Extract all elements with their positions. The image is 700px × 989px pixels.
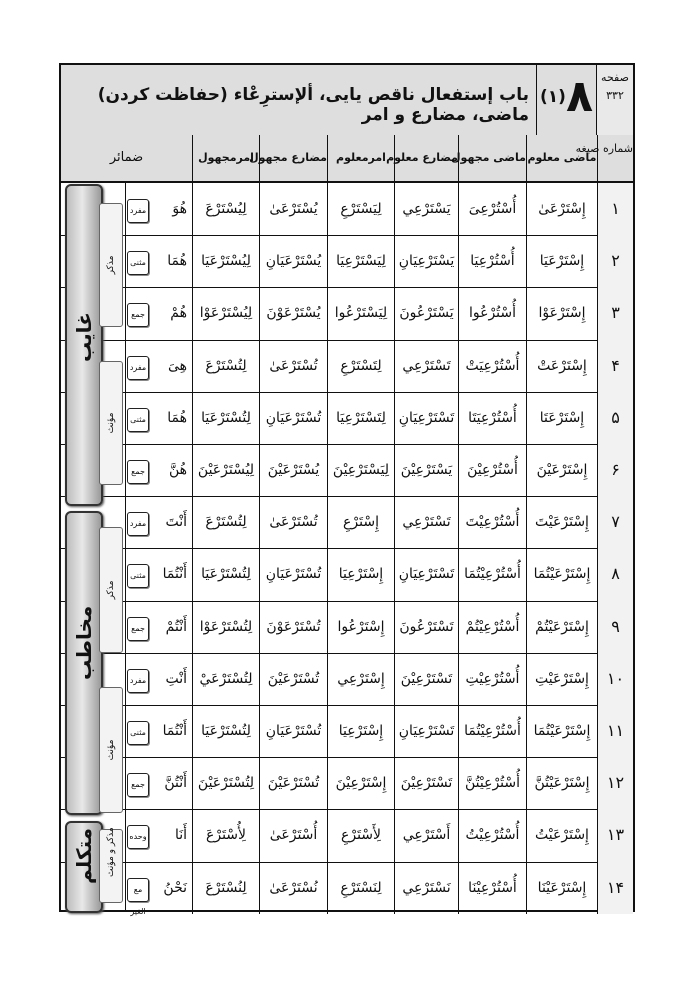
row-index: ۱۴ <box>597 862 633 914</box>
pronoun-cell <box>125 705 192 757</box>
mukhatab-mudhakkar-label: مذكر <box>106 580 116 600</box>
table-row <box>61 340 633 393</box>
cell-madi-majhool: أُسْتُرْعِيْتَ <box>458 496 526 548</box>
cell-madi-majhool: أُسْتُرْعِيْتُمْ <box>458 601 526 653</box>
col-mudari-maloom-header: مضارع معلوم <box>394 135 458 181</box>
pronoun-label: أَنْتَ <box>165 514 187 531</box>
pronoun-label: أَنْتُمْ <box>165 618 187 635</box>
cell-madi-majhool: أُسْتُرْعِيَتَا <box>458 392 526 444</box>
cell-mudari-maloom: تَسْتَرْعِيْنَ <box>394 653 458 705</box>
number-badge: وحده <box>127 825 149 849</box>
cell-amr-majhool: لِتُسْتَرْعَ <box>192 340 259 392</box>
conjugation-sheet <box>59 63 635 916</box>
table-row <box>61 496 633 549</box>
pronoun-label: أَنْتُمَا <box>162 566 187 583</box>
cell-amr-maloom: لِتَسْتَرْعِيَا <box>327 392 394 444</box>
col-zamair-header: ضمائر <box>109 150 144 165</box>
cell-amr-maloom: إِسْتَرْعِي <box>327 653 394 705</box>
cell-madi-maloom: إِسْتَرْعَيْتُمَا <box>526 705 597 757</box>
pronoun-label: أَنْتِ <box>165 670 187 687</box>
number-badge: مثنى <box>127 251 149 275</box>
cell-amr-majhool: لِتُسْتَرْعَيْ <box>192 653 259 705</box>
group-mukhatab-panel <box>65 511 103 815</box>
table-row <box>61 601 633 654</box>
cell-madi-maloom: إِسْتَرْعَتَا <box>526 392 597 444</box>
number-badge: مثنى <box>127 408 149 432</box>
cell-mudari-maloom: نَسْتَرْعِي <box>394 862 458 914</box>
cell-madi-majhool: أُسْتُرْعِيْنَ <box>458 444 526 496</box>
cell-amr-maloom: إِسْتَرْعِ <box>327 496 394 548</box>
cell-mudari-majhool: يُسْتَرْعَىٰ <box>259 183 327 235</box>
row-index: ۲ <box>597 235 633 287</box>
pronoun-cell <box>125 862 192 914</box>
cell-amr-maloom: إِسْتَرْعُوا <box>327 601 394 653</box>
cell-madi-maloom: إِسْتَرْعَيْنَا <box>526 862 597 914</box>
col-madi-maloom-header: ماضى معلوم <box>526 135 597 181</box>
cell-amr-majhool: لِتُسْتَرْعَيَا <box>192 548 259 600</box>
cell-mudari-maloom: تَسْتَرْعُونَ <box>394 601 458 653</box>
table-row <box>61 287 633 340</box>
table-row <box>61 183 633 236</box>
cell-amr-majhool: لِيُسْتَرْعَ <box>192 183 259 235</box>
table-row <box>61 809 633 862</box>
cell-mudari-maloom: تَسْتَرْعِي <box>394 340 458 392</box>
cell-madi-majhool: أُسْتُرْعِيَا <box>458 235 526 287</box>
cell-amr-majhool: لِنُسْتَرْعَ <box>192 862 259 914</box>
cell-mudari-maloom: يَسْتَرْعِي <box>394 183 458 235</box>
number-badge: جمع <box>127 773 149 797</box>
cell-madi-maloom: إِسْتَرْعَوْا <box>526 287 597 339</box>
cell-madi-majhool: أُسْتُرْعِيْنَا <box>458 862 526 914</box>
cell-mudari-majhool: تُسْتَرْعَوْنَ <box>259 601 327 653</box>
group-ghaib-panel <box>65 184 103 506</box>
cell-mudari-majhool: يُسْتَرْعَيْنَ <box>259 444 327 496</box>
pronoun-cell <box>125 548 192 600</box>
pronoun-cell <box>125 809 192 861</box>
cell-mudari-majhool: يُسْتَرْعَيَانِ <box>259 235 327 287</box>
cell-madi-maloom: إِسْتَرْعَيْتُمَا <box>526 548 597 600</box>
cell-madi-maloom: إِسْتَرْعَيْنَ <box>526 444 597 496</box>
cell-madi-majhool: أُسْتُرْعِيْتِ <box>458 653 526 705</box>
pronoun-cell <box>125 235 192 287</box>
row-index: ۷ <box>597 496 633 548</box>
row-index: ۵ <box>597 392 633 444</box>
cell-mudari-majhool: تُسْتَرْعَيْنَ <box>259 757 327 809</box>
page-number-cell <box>596 65 633 135</box>
pronoun-label: هُمَا <box>167 253 187 270</box>
cell-amr-majhool: لِيُسْتَرْعَيَا <box>192 235 259 287</box>
bab-number-cell <box>536 65 597 135</box>
cell-madi-majhool: أُسْتُرْعِيْتُ <box>458 809 526 861</box>
pronoun-label: أَنْتُنَّ <box>164 775 187 792</box>
cell-mudari-majhool: تُسْتَرْعَىٰ <box>259 340 327 392</box>
col-amr-majhool-header: امرمجهول <box>192 135 259 181</box>
pronoun-cell <box>125 496 192 548</box>
cell-amr-maloom: لِيَسْتَرْعُوا <box>327 287 394 339</box>
page-label: صفحه <box>601 71 629 84</box>
cell-amr-maloom: لِيَسْتَرْعِيَا <box>327 235 394 287</box>
ghaib-muannath-label: مؤنث <box>106 412 116 434</box>
cell-mudari-majhool: تُسْتَرْعَىٰ <box>259 496 327 548</box>
cell-amr-maloom: لِنَسْتَرْعِ <box>327 862 394 914</box>
cell-madi-majhool: أُسْتُرْعِيْتُمَا <box>458 548 526 600</box>
cell-madi-maloom: إِسْتَرْعَيْتُنَّ <box>526 757 597 809</box>
number-badge: مثنى <box>127 564 149 588</box>
pronoun-cell <box>125 601 192 653</box>
cell-madi-maloom: إِسْتَرْعَتْ <box>526 340 597 392</box>
title-header <box>61 65 633 137</box>
row-index: ۶ <box>597 444 633 496</box>
cell-mudari-maloom: يَسْتَرْعِيَانِ <box>394 235 458 287</box>
pronoun-cell <box>125 444 192 496</box>
cell-amr-majhool: لِتُسْتَرْعَيَا <box>192 392 259 444</box>
cell-amr-maloom: إِسْتَرْعِيْنَ <box>327 757 394 809</box>
ghaib-muannath-tag <box>99 361 123 485</box>
cell-mudari-maloom: تَسْتَرْعِيَانِ <box>394 392 458 444</box>
cell-mudari-maloom: تَسْتَرْعِيَانِ <box>394 705 458 757</box>
cell-mudari-maloom: يَسْتَرْعُونَ <box>394 287 458 339</box>
cell-madi-maloom: إِسْتَرْعَيْتُمْ <box>526 601 597 653</box>
cell-amr-majhool: لِتُسْتَرْعَ <box>192 496 259 548</box>
row-index: ۱۲ <box>597 757 633 809</box>
cell-amr-maloom: لِيَسْتَرْعِيْنَ <box>327 444 394 496</box>
pronoun-label: هِىَ <box>167 357 187 374</box>
cell-mudari-maloom: تَسْتَرْعِي <box>394 496 458 548</box>
group-mutakallim-panel <box>65 821 103 913</box>
page-title: باب إستفعال ناقص يايى، ألإسترِعْاء (حفاظت كردن) ماضى، مضارع و امر <box>97 85 529 125</box>
cell-mudari-majhool: أُسْتَرْعَىٰ <box>259 809 327 861</box>
cell-amr-majhool: لِتُسْتَرْعَيْنَ <box>192 757 259 809</box>
mukhatab-mudhakkar-tag <box>99 527 123 653</box>
row-index: ۴ <box>597 340 633 392</box>
cell-madi-maloom: إِسْتَرْعَيْتُ <box>526 809 597 861</box>
pronoun-cell <box>125 392 192 444</box>
pronoun-label: هُمْ <box>170 305 187 322</box>
cell-mudari-majhool: نُسْتَرْعَىٰ <box>259 862 327 914</box>
cell-madi-majhool: أُسْتُرْعِيْتُمَا <box>458 705 526 757</box>
pronoun-cell <box>125 340 192 392</box>
mutakallim-both-tag <box>99 829 123 903</box>
table-row <box>61 757 633 810</box>
cell-madi-maloom: إِسْتَرْعَيَا <box>526 235 597 287</box>
column-header-row <box>61 135 633 183</box>
cell-mudari-majhool: تُسْتَرْعَيَانِ <box>259 548 327 600</box>
cell-madi-majhool: أُسْتُرْعُوا <box>458 287 526 339</box>
cell-mudari-maloom: تَسْتَرْعِيْنَ <box>394 757 458 809</box>
page-number: ۳۳۲ <box>606 89 624 102</box>
cell-amr-majhool: لِأُسْتَرْعَ <box>192 809 259 861</box>
pronoun-cell <box>125 757 192 809</box>
cell-amr-maloom: لِتَسْتَرْعِ <box>327 340 394 392</box>
table-row <box>61 862 633 914</box>
cell-amr-maloom: إِسْتَرْعِيَا <box>327 548 394 600</box>
number-badge: مفرد <box>127 512 149 536</box>
pronoun-cell <box>125 183 192 235</box>
cell-amr-maloom: لِيَسْتَرْعِ <box>327 183 394 235</box>
table-row <box>61 444 633 497</box>
cell-madi-majhool: أُسْتُرْعِيْتُنَّ <box>458 757 526 809</box>
table-row <box>61 235 633 288</box>
number-badge: جمع <box>127 303 149 327</box>
row-index: ۱۰ <box>597 653 633 705</box>
col-index-header: شماره صيغه <box>597 135 633 181</box>
col-madi-majhool-header: ماضى مجهول <box>458 135 526 181</box>
row-index: ۱۳ <box>597 809 633 861</box>
pronoun-label: هُوَ <box>172 201 187 217</box>
cell-mudari-majhool: يُسْتَرْعَوْنَ <box>259 287 327 339</box>
col-mudari-majhool-header: مضارع مجهول <box>259 135 327 181</box>
cell-madi-majhool: أُسْتُرْعِىَ <box>458 183 526 235</box>
pronoun-label: أَنْتُمَا <box>162 723 187 739</box>
pronoun-group-area <box>61 181 125 912</box>
col-amr-maloom-header: امرمعلوم <box>327 135 394 181</box>
table-row <box>61 392 633 445</box>
table-row <box>61 548 633 601</box>
cell-madi-maloom: إِسْتَرْعَىٰ <box>526 183 597 235</box>
cell-madi-majhool: أُسْتُرْعِيَتْ <box>458 340 526 392</box>
pronoun-cell <box>125 653 192 705</box>
number-badge: مع الغير <box>127 878 149 902</box>
cell-amr-maloom: إِسْتَرْعِيَا <box>327 705 394 757</box>
group-ghaib-label: غايب <box>72 312 96 362</box>
cell-mudari-maloom: أَسْتَرْعِي <box>394 809 458 861</box>
pronoun-label: هُنَّ <box>168 462 187 478</box>
cell-amr-majhool: لِتُسْتَرْعَوْا <box>192 601 259 653</box>
number-badge: مثنى <box>127 721 149 745</box>
number-badge: جمع <box>127 617 149 641</box>
cell-mudari-maloom: تَسْتَرْعِيَانِ <box>394 548 458 600</box>
table-row <box>61 705 633 758</box>
cell-amr-majhool: لِيُسْتَرْعَوْا <box>192 287 259 339</box>
number-badge: مفرد <box>127 669 149 693</box>
cell-amr-maloom: لِأَسْتَرْعِ <box>327 809 394 861</box>
number-badge: مفرد <box>127 356 149 380</box>
pronoun-cell <box>125 287 192 339</box>
mukhatab-muannath-label: مؤنث <box>106 739 116 761</box>
row-index: ۱۱ <box>597 705 633 757</box>
row-index: ۳ <box>597 287 633 339</box>
cell-madi-maloom: إِسْتَرْعَيْتِ <box>526 653 597 705</box>
ghaib-mudhakkar-tag <box>99 203 123 327</box>
row-index: ۹ <box>597 601 633 653</box>
group-mutakallim-label: متكلم <box>72 827 96 884</box>
mukhatab-muannath-tag <box>99 687 123 813</box>
cell-mudari-maloom: يَسْتَرْعِيْنَ <box>394 444 458 496</box>
bab-subnumber: (۱) <box>540 87 566 107</box>
cell-amr-majhool: لِتُسْتَرْعَيَا <box>192 705 259 757</box>
number-badge: مفرد <box>127 199 149 223</box>
cell-amr-majhool: لِيُسْتَرْعَيْنَ <box>192 444 259 496</box>
cell-mudari-majhool: تُسْتَرْعَيْنَ <box>259 653 327 705</box>
bab-number: ۸ <box>566 71 593 122</box>
number-badge: جمع <box>127 460 149 484</box>
mutakallim-both-label: مذكر و مؤنث <box>106 827 116 877</box>
cell-mudari-majhool: تُسْتَرْعَيَانِ <box>259 392 327 444</box>
row-index: ۱ <box>597 183 633 235</box>
group-divider-line <box>125 181 126 912</box>
pronoun-label: هُمَا <box>167 409 187 426</box>
group-mukhatab-label: مخاطب <box>72 605 96 680</box>
ghaib-mudhakkar-label: مذكر <box>106 255 116 275</box>
pronoun-label: نَحْنُ <box>163 879 187 896</box>
cell-mudari-majhool: تُسْتَرْعَيَانِ <box>259 705 327 757</box>
cell-madi-maloom: إِسْتَرْعَيْتَ <box>526 496 597 548</box>
row-index: ۸ <box>597 548 633 600</box>
table-row <box>61 653 633 706</box>
pronoun-label: أَنَا <box>174 827 187 844</box>
